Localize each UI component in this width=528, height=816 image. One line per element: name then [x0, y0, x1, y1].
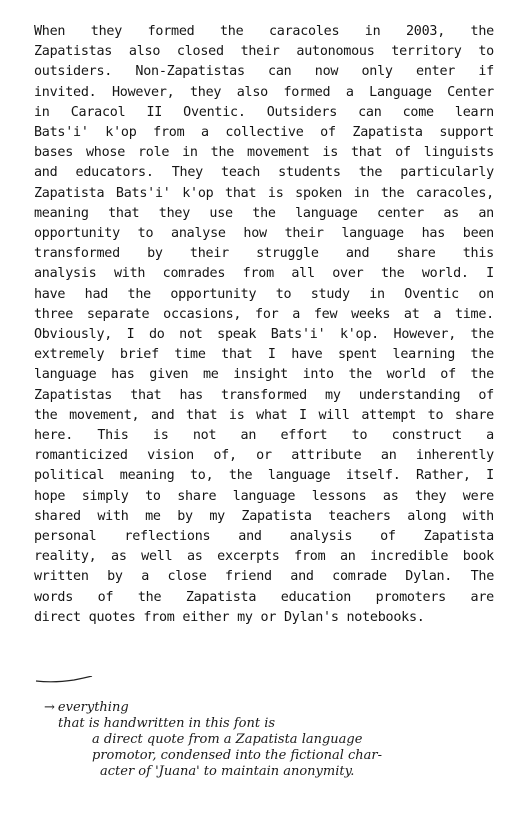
text-line: Zapatistas that has transformed my understanding of: [34, 387, 494, 403]
text-line: direct quotes from either my or Dylan's notebooks.: [34, 609, 425, 625]
text-line: Bats'i' k'op from a collective of Zapatista support: [34, 125, 494, 141]
note-line: promotor, condensed into the fictional char-: [92, 748, 383, 763]
text-line: extremely brief time that I have spent learning the: [34, 347, 494, 363]
text-line: language has given me insight into the world of the: [34, 367, 494, 383]
text-line: here. This is not an effort to construct a: [34, 428, 494, 444]
text-line: bases whose role in the movement is that of linguists: [34, 145, 494, 161]
text-line: words of the Zapatista education promoters are: [34, 589, 494, 605]
arrow-icon: →: [44, 700, 55, 715]
text-line: have had the opportunity to study in Oventic on: [34, 286, 494, 302]
note-line: [44, 700, 494, 716]
handdrawn-underline: [34, 676, 94, 684]
text-line: meaning that they use the language center as an: [34, 205, 494, 221]
note-line: that is handwritten in this font is: [58, 716, 276, 731]
text-line: Zapatistas also closed their autonomous territory to: [34, 44, 494, 60]
text-line: three separate occasions, for a few weeks at a time.: [34, 306, 494, 322]
text-line: political meaning to, the language itself. Rather, I: [34, 468, 494, 484]
text-line: romanticized vision of, or attribute an inherently: [34, 448, 494, 464]
note-line: acter of 'Juana' to maintain anonymity.: [100, 764, 355, 779]
body-paragraph: [34, 22, 494, 628]
text-line: invited. However, they also formed a Language Center: [34, 84, 494, 100]
note-text: everything: [57, 700, 129, 715]
text-line: Obviously, I do not speak Bats'i' k'op. However, the: [34, 327, 494, 343]
note-line: a direct quote from a Zapatista language: [92, 732, 363, 747]
handwritten-note: [44, 700, 494, 780]
text-line: hope simply to share language lessons as they were: [34, 488, 494, 504]
text-line: in Caracol II Oventic. Outsiders can come learn: [34, 104, 494, 120]
text-line: outsiders. Non-Zapatistas can now only enter if: [34, 64, 494, 80]
text-line: When they formed the caracoles in 2003, the: [34, 24, 494, 39]
text-line: personal reflections and analysis of Zapatista: [34, 529, 494, 545]
text-line: shared with me by my Zapatista teachers along with: [34, 508, 494, 524]
text-line: opportunity to analyse how their language has been: [34, 226, 494, 242]
text-line: analysis with comrades from all over the world. I: [34, 266, 494, 282]
document-page: [34, 22, 494, 628]
text-line: the movement, and that is what I will attempt to share: [34, 407, 494, 423]
text-line: transformed by their struggle and share this: [34, 246, 494, 262]
text-line: reality, as well as excerpts from an incredible book: [34, 549, 494, 565]
text-line: written by a close friend and comrade Dylan. The: [34, 569, 494, 585]
text-line: Zapatista Bats'i' k'op that is spoken in the caracoles,: [34, 185, 494, 201]
text-line: and educators. They teach students the particularly: [34, 165, 494, 181]
